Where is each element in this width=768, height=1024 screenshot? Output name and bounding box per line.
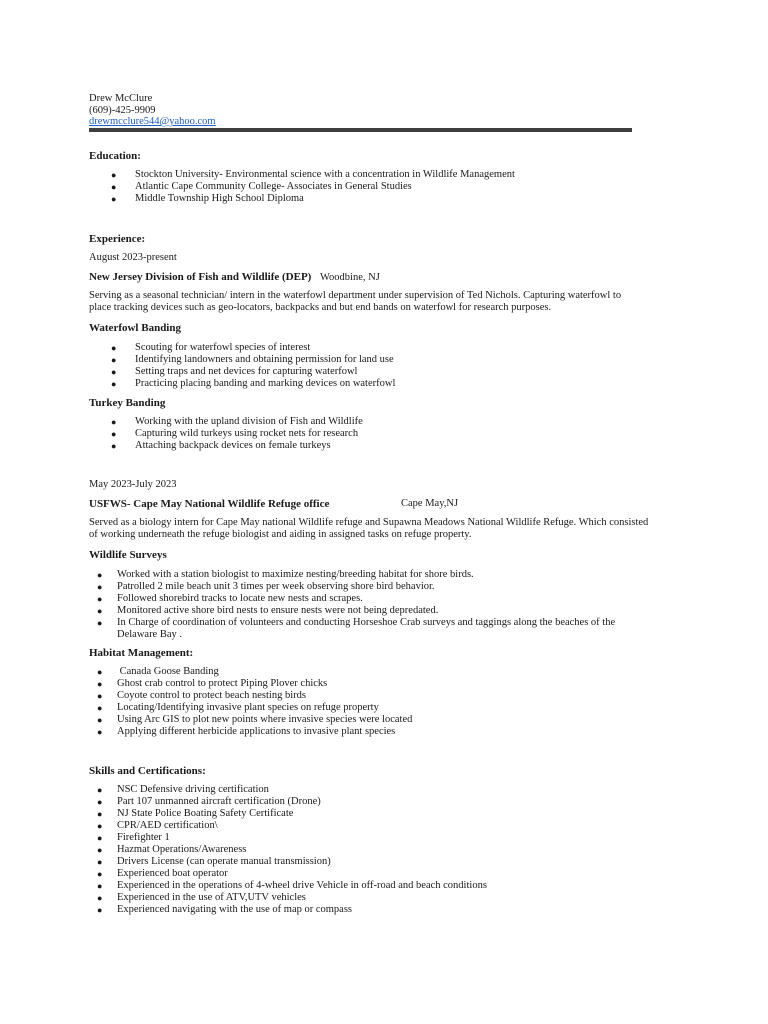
list-item: ● NJ State Police Boating Safety Certificate bbox=[97, 808, 294, 819]
list-item: ● Experienced in the use of ATV,UTV vehicles bbox=[97, 892, 306, 903]
bullet-icon: ● bbox=[111, 182, 117, 192]
bullet-icon: ● bbox=[97, 679, 103, 689]
habitat-list bbox=[89, 666, 412, 738]
bullet-icon: ● bbox=[111, 441, 117, 451]
list-item: ● Identifying landowners and obtaining permission for land use bbox=[111, 354, 394, 365]
bullet-icon: ● bbox=[111, 417, 117, 427]
list-item: ● Applying different herbicide applications to invasive plant species bbox=[97, 726, 396, 737]
contact-name: Drew McClure bbox=[89, 93, 153, 104]
surveys-heading: Wildlife Surveys bbox=[89, 549, 167, 561]
job2-location: Cape May,NJ bbox=[401, 498, 459, 509]
skills-heading: Skills and Certifications: bbox=[89, 765, 206, 777]
list-item: ● CPR/AED certification\ bbox=[97, 820, 218, 831]
bullet-icon: ● bbox=[97, 606, 103, 616]
surveys-list bbox=[89, 569, 615, 641]
list-item: ● Coyote control to protect beach nesting birds bbox=[97, 690, 306, 701]
job1-dates: August 2023-present bbox=[89, 252, 177, 263]
job2-description-line2: of working underneath the refuge biologist and aiding in assigned tasks on refuge property. bbox=[89, 529, 472, 540]
bullet-icon: ● bbox=[97, 905, 103, 915]
list-item: ● Firefighter 1 bbox=[97, 832, 170, 843]
bullet-icon: ● bbox=[97, 582, 103, 592]
job1-employer: New Jersey Division of Fish and Wildlife (DEP) bbox=[89, 271, 312, 283]
list-item: ● Capturing wild turkeys using rocket nets for research bbox=[111, 428, 359, 439]
bullet-icon: ● bbox=[97, 809, 103, 819]
bullet-icon: ● bbox=[97, 618, 103, 628]
bullet-icon: ● bbox=[111, 379, 117, 389]
list-item: ● Atlantic Cape Community College- Associates in General Studies bbox=[111, 181, 412, 192]
bullet-icon: ● bbox=[97, 845, 103, 855]
list-item: ● Experienced navigating with the use of map or compass bbox=[97, 904, 353, 915]
job2-employer: USFWS- Cape May National Wildlife Refuge office bbox=[89, 498, 330, 510]
list-item: ● Experienced boat operator bbox=[97, 868, 228, 879]
bullet-icon: ● bbox=[97, 821, 103, 831]
list-item: ● Practicing placing banding and marking devices on waterfowl bbox=[111, 378, 396, 389]
list-item: ● Ghost crab control to protect Piping Plover chicks bbox=[97, 678, 328, 689]
experience-heading: Experience: bbox=[89, 233, 146, 245]
list-item: ● Followed shorebird tracks to locate new nests and scrapes. bbox=[97, 593, 363, 604]
bullet-icon: ● bbox=[97, 785, 103, 795]
skills-list bbox=[89, 784, 487, 916]
bullet-icon: ● bbox=[97, 797, 103, 807]
list-item: ● NSC Defensive driving certification bbox=[97, 784, 269, 795]
contact-phone: (609)-425-9909 bbox=[89, 105, 156, 116]
bullet-icon: ● bbox=[111, 194, 117, 204]
bullet-icon: ● bbox=[111, 343, 117, 353]
bullet-icon: ● bbox=[97, 881, 103, 891]
bullet-icon: ● bbox=[111, 367, 117, 377]
list-item: ● Attaching backpack devices on female turkeys bbox=[111, 440, 331, 451]
bullet-icon: ● bbox=[97, 594, 103, 604]
list-item: ● Setting traps and net devices for capturing waterfowl bbox=[111, 366, 358, 377]
list-item: ● Patrolled 2 mile beach unit 3 times per week observing shore bird behavior. bbox=[97, 581, 435, 592]
bullet-icon: ● bbox=[111, 355, 117, 365]
bullet-icon: ● bbox=[97, 869, 103, 879]
habitat-heading: Habitat Management: bbox=[89, 647, 194, 659]
bullet-icon: ● bbox=[97, 833, 103, 843]
list-item: ● Hazmat Operations/Awareness bbox=[97, 844, 247, 855]
list-item: ● Monitored active shore bird nests to ensure nests were not being depredated. bbox=[97, 605, 439, 616]
job2-dates: May 2023-July 2023 bbox=[89, 479, 177, 490]
bullet-icon: ● bbox=[111, 429, 117, 439]
list-item: ● Locating/Identifying invasive plant species on refuge property bbox=[97, 702, 379, 713]
list-item: ● Experienced in the operations of 4-wheel drive Vehicle in off-road and beach conditions bbox=[97, 880, 487, 891]
list-item: ● Drivers License (can operate manual transmission) bbox=[97, 856, 331, 867]
turkey-heading: Turkey Banding bbox=[89, 397, 166, 409]
bullet-icon: ● bbox=[97, 857, 103, 867]
bullet-icon: ● bbox=[97, 570, 103, 580]
education-list bbox=[89, 169, 515, 205]
list-item: ● Scouting for waterfowl species of interest bbox=[111, 342, 311, 353]
job1-description-line2: place tracking devices such as geo-locators, backpacks and but end bands on waterfowl for research purposes. bbox=[89, 302, 552, 313]
header-divider bbox=[89, 128, 632, 132]
list-item: ● In Charge of coordination of volunteers and conducting Horseshoe Crab surveys and taggings along the beaches of the bbox=[97, 617, 616, 628]
list-item: ● Worked with a station biologist to maximize nesting/breeding habitat for shore birds. bbox=[97, 569, 474, 580]
list-item-continuation: Delaware Bay . bbox=[117, 629, 183, 640]
waterfowl-list bbox=[89, 342, 395, 390]
list-item: ● Using Arc GIS to plot new points where invasive species were located bbox=[97, 714, 413, 725]
bullet-icon: ● bbox=[97, 727, 103, 737]
bullet-icon: ● bbox=[97, 703, 103, 713]
list-item: ● Stockton University- Environmental science with a concentration in Wildlife Management bbox=[111, 169, 515, 180]
bullet-icon: ● bbox=[111, 170, 117, 180]
job1-location: Woodbine, NJ bbox=[319, 272, 380, 283]
bullet-icon: ● bbox=[97, 893, 103, 903]
list-item: ● Middle Township High School Diploma bbox=[111, 193, 304, 204]
bullet-icon: ● bbox=[97, 667, 103, 677]
contact-email-link[interactable]: drewmcclure544@yahoo.com bbox=[89, 116, 216, 127]
education-heading: Education: bbox=[89, 150, 141, 162]
list-item: ● Canada Goose Banding bbox=[97, 666, 219, 677]
list-item: ● Part 107 unmanned aircraft certification (Drone) bbox=[97, 796, 321, 807]
list-item: ● Working with the upland division of Fish and Wildlife bbox=[111, 416, 363, 427]
waterfowl-heading: Waterfowl Banding bbox=[89, 322, 181, 334]
job2-description-line1: Served as a biology intern for Cape May national Wildlife refuge and Supawna Meadows National Wildlife Refuge. Which consisted bbox=[89, 517, 649, 528]
job1-description-line1: Serving as a seasonal technician/ intern in the waterfowl department under supervision of Ted Nichols. Capturing waterfowl to bbox=[89, 290, 622, 301]
turkey-list bbox=[89, 416, 363, 452]
job1-title-line bbox=[89, 271, 380, 284]
bullet-icon: ● bbox=[97, 715, 103, 725]
bullet-icon: ● bbox=[97, 691, 103, 701]
